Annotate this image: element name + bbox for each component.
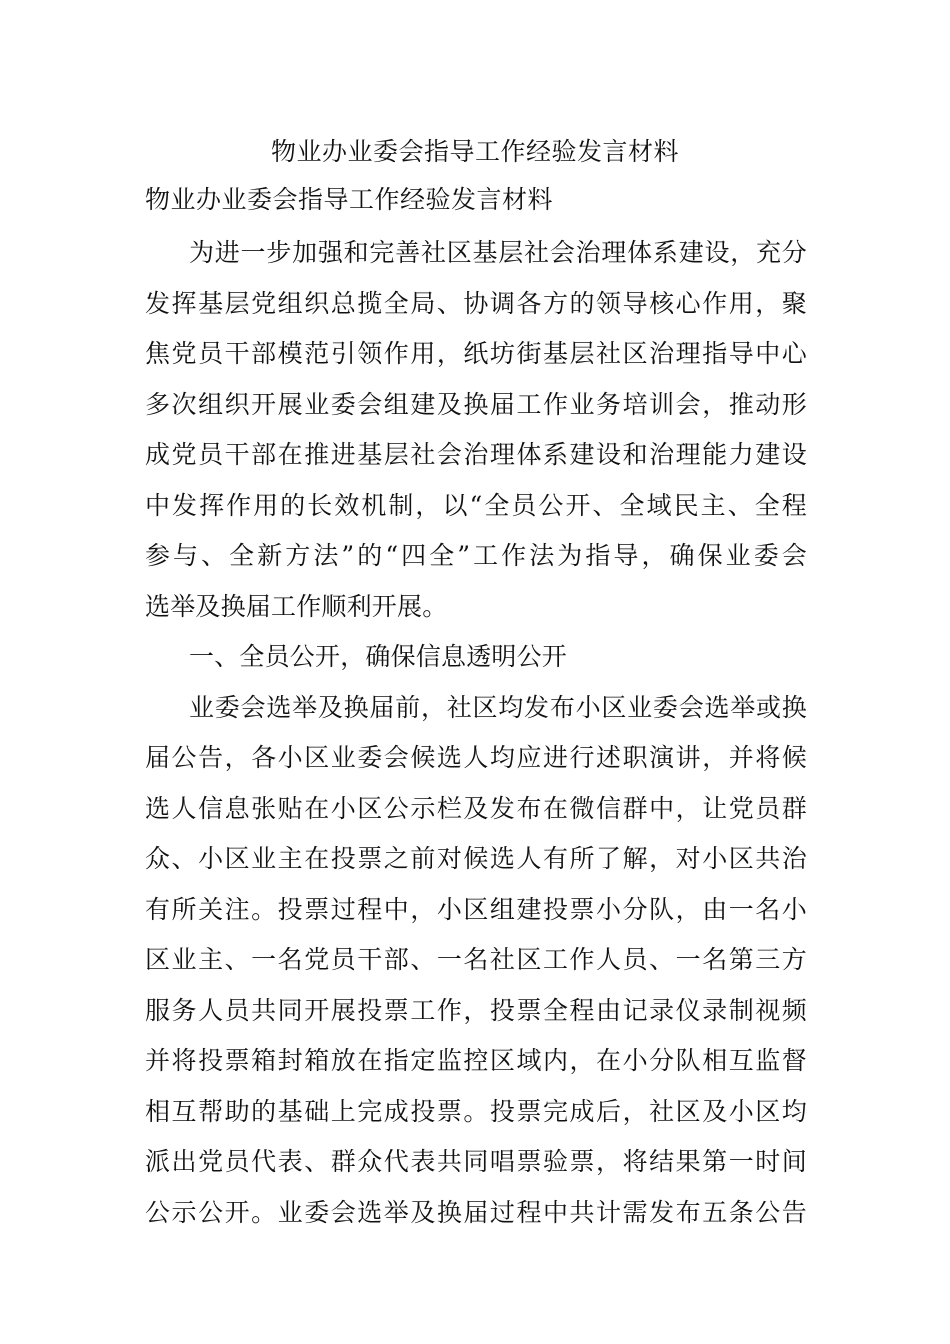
paragraph-line: 业委会选举及换届前，社区均发布小区业委会选举或换 xyxy=(189,692,807,722)
paragraph-line: 选举及换届工作顺利开展。 xyxy=(145,591,448,621)
paragraph-line: 参与、全新方法”的“四全”工作法为指导，确保业委会 xyxy=(145,541,807,570)
paragraph-line: 成党员干部在推进基层社会治理体系建设和治理能力建设 xyxy=(145,440,807,469)
paragraph-line: 多次组织开展业委会组建及换届工作业务培训会，推动形 xyxy=(145,389,807,419)
document-body xyxy=(145,228,807,1238)
paragraph-line: 发挥基层党组织总揽全局、协调各方的领导核心作用，聚 xyxy=(145,288,807,318)
paragraph-line: 区业主、一名党员干部、一名社区工作人员、一名第三方 xyxy=(145,945,807,974)
paragraph-line: 为进一步加强和完善社区基层社会治理体系建设，充分 xyxy=(189,238,807,267)
document-title: 物业办业委会指导工作经验发言材料 xyxy=(270,137,679,166)
document-subtitle: 物业办业委会指导工作经验发言材料 xyxy=(145,185,554,214)
paragraph-line: 有所关注。投票过程中，小区组建投票小分队，由一名小 xyxy=(145,894,807,924)
paragraph-line: 派出党员代表、群众代表共同唱票验票，将结果第一时间 xyxy=(145,1147,807,1176)
paragraph-line: 并将投票箱封箱放在指定监控区域内，在小分队相互监督 xyxy=(145,1046,807,1075)
section-heading: 一、全员公开，确保信息透明公开 xyxy=(189,642,568,671)
paragraph-line: 届公告，各小区业委会候选人均应进行述职演讲，并将候 xyxy=(145,743,807,772)
paragraph-line: 众、小区业主在投票之前对候选人有所了解，对小区共治 xyxy=(145,844,807,873)
paragraph-line: 相互帮助的基础上完成投票。投票完成后，社区及小区均 xyxy=(145,1096,807,1126)
paragraph-line: 焦党员干部模范引领作用，纸坊街基层社区治理指导中心 xyxy=(145,339,807,368)
paragraph-line: 服务人员共同开展投票工作，投票全程由记录仪录制视频 xyxy=(145,995,807,1025)
paragraph-line: 中发挥作用的长效机制，以“全员公开、全域民主、全程 xyxy=(145,490,807,520)
paragraph-line: 公示公开。业委会选举及换届过程中共计需发布五条公告 xyxy=(145,1197,807,1227)
paragraph-line: 选人信息张贴在小区公示栏及发布在微信群中，让党员群 xyxy=(145,793,807,823)
